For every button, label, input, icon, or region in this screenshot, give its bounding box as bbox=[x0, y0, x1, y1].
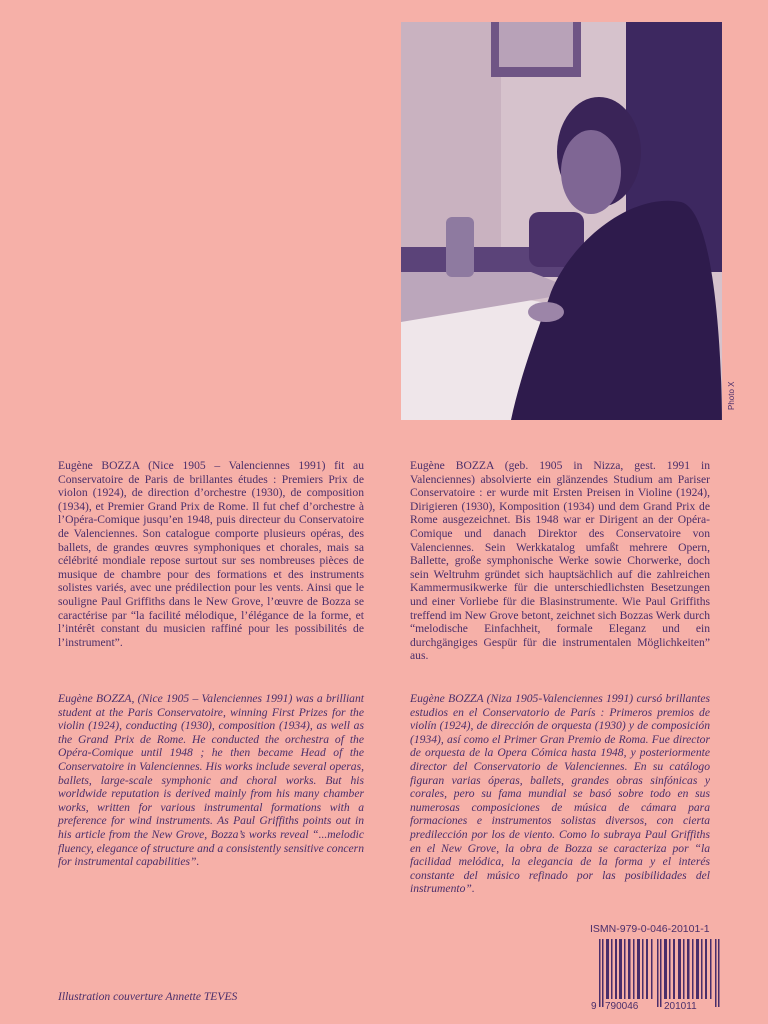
biography-spanish: Eugène BOZZA (Niza 1905-Valenciennes 1991) cursó brillantes estudios en el Conservatorio de París : Primeros premios de violín (1924), de dirección de orquesta (1930) y de composición (1934), así como el Primer Gran Premio de Roma. Fue director de orquesta de la Opera Cómica hasta 1948, y posteriormente director del Conservatorio de Valenciennes. En su catálogo figuran varias óperas, ballets, grandes obras sinfónicas y corales, pero su fama mundial se basó sobre todo en sus numerosas composiciones de música de cámara para formaciones e instrumentos solistas diversos, con cierta predilección por los de viento. Como lo subraya Paul Griffiths en el New Grove, la obra de Bozza se caracteriza por “la facilidad melódica, la elegancia de la forma y el interés constante del músico refinado por las posibilidades del instrumento”. bbox=[410, 692, 710, 896]
barcode bbox=[597, 939, 723, 1007]
biography-french: Eugène BOZZA (Nice 1905 – Valenciennes 1991) fit au Conservatoire de Paris de brillantes études : Premiers Prix de violon (1924), de direction d’orchestre (1930), de composition (1934), et Premier Grand Prix de Rome. Il fut chef d’orchestre à l’Opéra-Comique jusqu’en 1948, puis directeur du Conservatoire de Valenciennes. Son catalogue comporte plusieurs opéras, des ballets, de grandes œuvres symphoniques et chorales, mais sa célébrité mondiale repose surtout sur ses nombreuses pièces de musique de chambre pour des formations et des instruments solistes variés, avec une prédilection pour les vents. Ainsi que le souligne Paul Griffiths dans le New Grove, l’œuvre de Bozza se caractérise par “la facilité mélodique, l’élégance de la forme, et l’intérêt constant du musicien raffiné pour les possibilités de l’instrument”. bbox=[58, 459, 364, 649]
barcode-digits-right: 201011 bbox=[664, 1001, 697, 1012]
biography-english: Eugène BOZZA, (Nice 1905 – Valenciennes 1991) was a brilliant student at the Paris Conservatoire, winning First Prizes for the violin (1924), conducting (1930), composition (1934), as well as the Grand Prix de Rome. He conducted the orchestra of the Opéra-Comique until 1948 ; he then became Head of the Conservatoire in Valenciennes. His works include several operas, ballets, large-scale symphonic and choral works. But his worldwide reputation is derived mainly from his many chamber works, written for various instrumental formations with a preference for wind instruments. As Paul Griffiths points out in his article from the New Grove, Bozza’s works reveal “...melodic fluency, elegance of structure and a consistently sensitive concern for instrumental capabilities”. bbox=[58, 692, 364, 869]
biography-german: Eugène BOZZA (geb. 1905 in Nizza, gest. 1991 in Valenciennes) absolvierte ein glänzendes Studium am Pariser Conservatoire : er wurde mit Ersten Preisen in Violine (1924), Dirigieren (1930), Komposition (1934) und dem Grand Prix de Rome ausgezeichnet. Bis 1948 war er Dirigent an der Opéra-Comique und danach Direktor des Conservatoire von Valenciennes. Sein Werkkatalog umfaßt mehrere Opern, Ballette, große symphonische Werke sowie Chorwerke, doch sein Weltruhm gründet sich hauptsächlich auf die zahlreichen Kammermusikwerke für die unterschiedlichsten Besetzungen und einer Vorliebe für die Blasinstrumente. Wie Paul Griffiths treffend im New Grove betont, zeichnet sich Bozzas Werk durch “melodische Einfachheit, formale Eleganz und ein durchgängiges Gespür für die instrumentalen Möglichkeiten” aus. bbox=[410, 459, 710, 663]
composer-photo bbox=[401, 22, 722, 420]
photo-credit: Photo X bbox=[727, 381, 736, 410]
barcode-digit-first: 9 bbox=[591, 1001, 597, 1012]
barcode-digits-left: 790046 bbox=[605, 1001, 639, 1012]
illustration-credit: Illustration couverture Annette TEVES bbox=[58, 990, 238, 1003]
ismn-number: ISMN-979-0-046-20101-1 bbox=[590, 923, 710, 935]
